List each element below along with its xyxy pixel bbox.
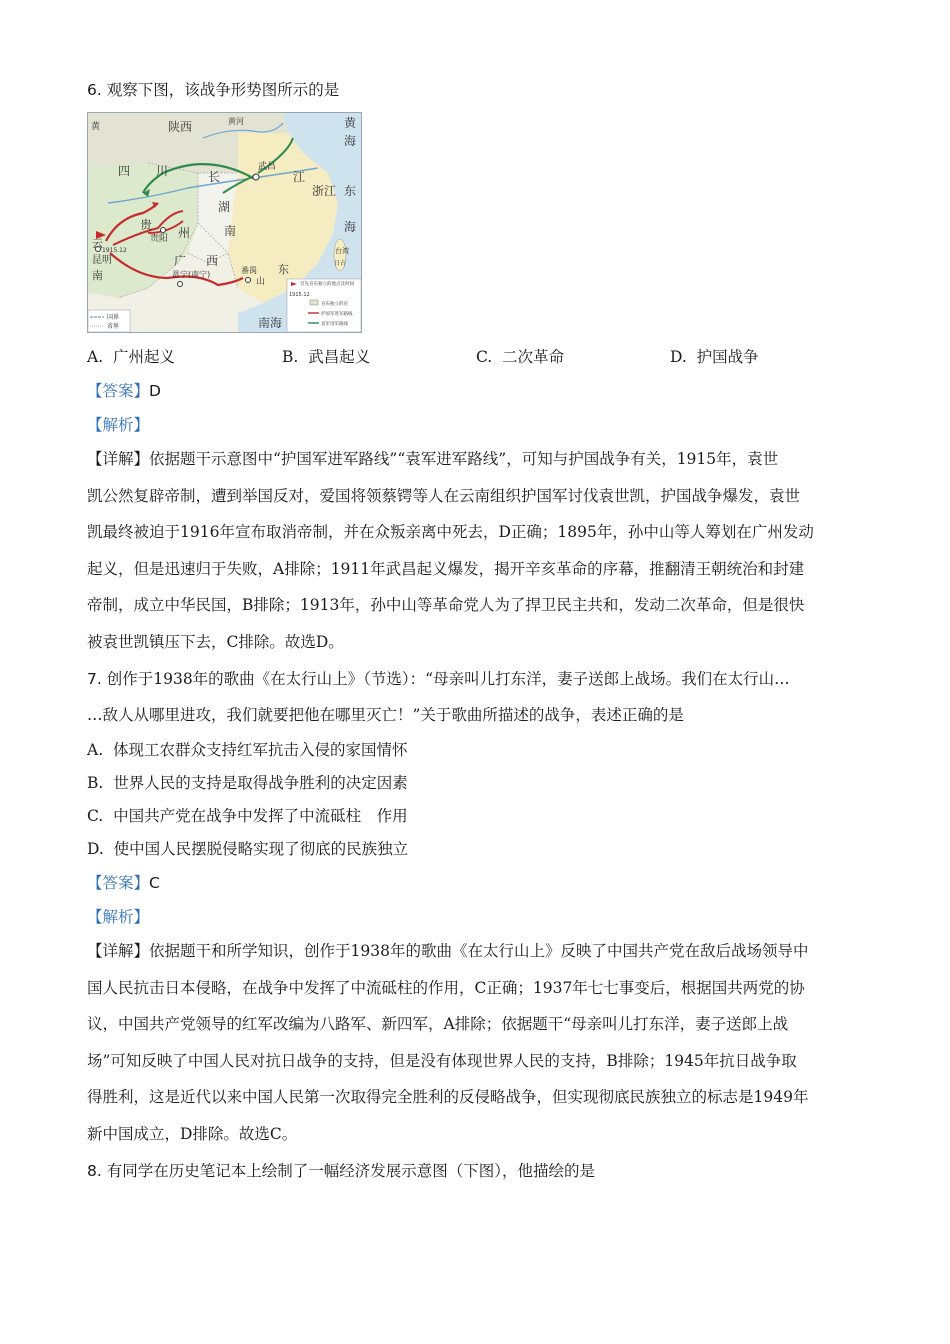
city-panyu — [246, 278, 251, 283]
option-letter: A. — [87, 348, 104, 366]
legend-yuan-label: 袁军进军路线 — [321, 322, 348, 327]
map-label: 湖 — [218, 200, 231, 214]
option-text: 体现工农群众支持红军抗击入侵的家国情怀 — [112, 741, 408, 759]
option-c — [87, 806, 408, 826]
map-label: 东 — [278, 263, 289, 276]
explanation-line: 起义，但是迅速归于失败，A排除；1911年武昌起义爆发，揭开辛亥革命的序幕，推翻清王朝统治和封建 — [87, 559, 805, 578]
question-7-stem-cont: …敌人从哪里进攻，我们就要把他在哪里灭亡！”关于歌曲所描述的战争，表述正确的是 — [87, 706, 684, 724]
map-label: 海 — [344, 220, 357, 234]
explanation-line: 被袁世凯镇压下去，C排除。故选D。 — [87, 632, 344, 651]
map-label: 四 — [118, 164, 131, 178]
option-text: 武昌起义 — [308, 348, 371, 366]
legend-first-label: 首先宣布独立的地点及时间 — [300, 282, 354, 287]
q7-explanation — [87, 933, 865, 1153]
answer-row — [87, 873, 160, 893]
map-label: 南 — [92, 269, 103, 282]
answer-tag: 【答案】 — [87, 382, 150, 400]
legend-independent-label: 宣布独立的省 — [321, 302, 348, 307]
explanation-line: 场”可知反映了中国人民对抗日战争的支持，但是没有体现世界人民的支持，B排除；1945年抗日战争取 — [87, 1051, 797, 1070]
map-label: 陕西 — [168, 120, 193, 134]
map-label: 日占 — [334, 260, 347, 267]
option-letter: B. — [87, 774, 104, 792]
question-number: 8. — [87, 1162, 102, 1180]
explanation-line: 【详解】依据题干和所学知识，创作于1938年的歌曲《在太行山上》反映了中国共产党在敌后战场领导中 — [87, 942, 809, 960]
map-label: 西 — [206, 254, 219, 268]
option-b — [87, 773, 408, 793]
map-label: 东 — [344, 184, 357, 198]
map-label: 昆明 — [92, 255, 112, 266]
option-d — [87, 839, 408, 859]
map-label: 山 — [256, 277, 266, 287]
explanation-line: 新中国成立，D排除。故选C。 — [87, 1124, 298, 1143]
legend-border-label: 国界 — [107, 314, 120, 321]
analysis-row — [87, 907, 149, 927]
map-label: 邕宁(南宁) — [172, 270, 211, 279]
map-label: 长 — [208, 170, 221, 184]
answer-letter: C — [149, 874, 160, 892]
question-text: 观察下图，该战争形势图所示的是 — [106, 81, 340, 99]
answer-row — [87, 381, 161, 401]
answer-letter: D — [149, 382, 161, 400]
question-7-stem — [87, 669, 790, 689]
question-text: 创作于1938年的歌曲《在太行山上》（节选）：“母亲叫儿打东洋，妻子送郎上战场。我们在太行山… — [106, 670, 790, 688]
map-label: 贵 — [140, 218, 153, 232]
option-b — [282, 347, 370, 367]
map-label: 州 — [178, 226, 191, 240]
option-letter: B. — [282, 348, 299, 366]
city-yongning — [178, 282, 183, 287]
explanation-line: 帝制，成立中华民国，B排除；1913年，孙中山等革命党人为了捍卫民主共和，发动二次革命，但是很快 — [87, 596, 805, 615]
question-text: 有同学在历史笔记本上绘制了一幅经济发展示意图（下图），他描绘的是 — [106, 1162, 595, 1180]
legend-province-label: 省界 — [107, 323, 120, 330]
option-d — [670, 347, 759, 367]
map-label: 黄 — [91, 122, 101, 132]
map-label: 黄河 — [228, 117, 244, 126]
option-text: 中国共产党在战争中发挥了中流砥柱 作用 — [113, 807, 408, 825]
legend-province-swatch — [310, 300, 318, 305]
analysis-row — [87, 415, 149, 435]
map-label: 武昌 — [258, 162, 277, 172]
option-text: 护国战争 — [696, 348, 759, 366]
city-guiyang — [161, 228, 166, 233]
option-text: 广州起义 — [112, 348, 175, 366]
option-text: 二次革命 — [502, 348, 565, 366]
city-wuchang — [253, 174, 259, 180]
map-label: 南 — [224, 224, 237, 238]
map-label: 海 — [344, 134, 357, 148]
option-letter: D. — [87, 840, 104, 858]
option-letter: C. — [476, 348, 493, 366]
question-6-stem — [87, 80, 339, 100]
option-a — [87, 740, 408, 760]
map-label: 广 — [174, 254, 187, 268]
option-a — [87, 347, 175, 367]
map-label: 黄 — [344, 116, 357, 130]
map-label: 川 — [156, 164, 169, 178]
option-c — [476, 347, 564, 367]
map-label: 浙江 — [312, 184, 337, 198]
legend-date: 1915.12 — [289, 292, 310, 298]
map-label: 1915.12 — [102, 247, 127, 254]
map-label: 江 — [293, 170, 306, 184]
analysis-tag: 【解析】 — [87, 416, 150, 434]
explanation-line: 议，中国共产党领导的红军改编为八路军、新四军，A排除；依据题干“母亲叫儿打东洋，妻子送郎上战 — [87, 1015, 789, 1034]
map-label: 南海 — [258, 316, 283, 330]
map-label: 番禺 — [241, 266, 257, 275]
explanation-line: 凯公然复辟帝制，遭到举国反对，爱国将领蔡锷等人在云南组织护国军讨伐袁世凯，护国战争爆发，袁世 — [87, 486, 801, 505]
explanation-line: 凯最终被迫于1916年宣布取消帝制，并在众叛亲离中死去，D正确；1895年，孙中山等人筹划在广州发动 — [87, 523, 814, 542]
option-letter: C. — [87, 807, 104, 825]
map-label: 云 — [92, 237, 103, 250]
map-label: 台湾 — [335, 247, 349, 255]
option-letter: A. — [87, 741, 104, 759]
map-label: 贵阳 — [150, 234, 169, 244]
question-8-stem — [87, 1161, 595, 1181]
explanation-line: 得胜利，这是近代以来中国人民第一次取得完全胜利的反侵略战争，但实现彻底民族独立的标志是1949年 — [87, 1088, 809, 1107]
q6-explanation — [87, 441, 865, 661]
option-letter: D. — [670, 348, 687, 366]
explanation-line: 国人民抗击日本侵略，在战争中发挥了中流砥柱的作用，C正确；1937年七七事变后，根据国共两党的协 — [87, 978, 805, 997]
option-text: 使中国人民摆脱侵略实现了彻底的民族独立 — [113, 840, 409, 858]
analysis-tag: 【解析】 — [87, 908, 150, 926]
map-drawing — [88, 113, 361, 332]
huguo-war-map — [87, 112, 362, 333]
answer-tag: 【答案】 — [87, 874, 150, 892]
question-number: 6. — [87, 81, 102, 99]
explanation-line: 【详解】依据题干示意图中“护国军进军路线”“袁军进军路线”，可知与护国战争有关，1915年，袁世 — [87, 450, 779, 468]
option-text: 世界人民的支持是取得战争胜利的决定因素 — [113, 774, 408, 792]
question-number: 7. — [87, 670, 102, 688]
legend-huguo-label: 护国军进军路线 — [321, 312, 353, 317]
